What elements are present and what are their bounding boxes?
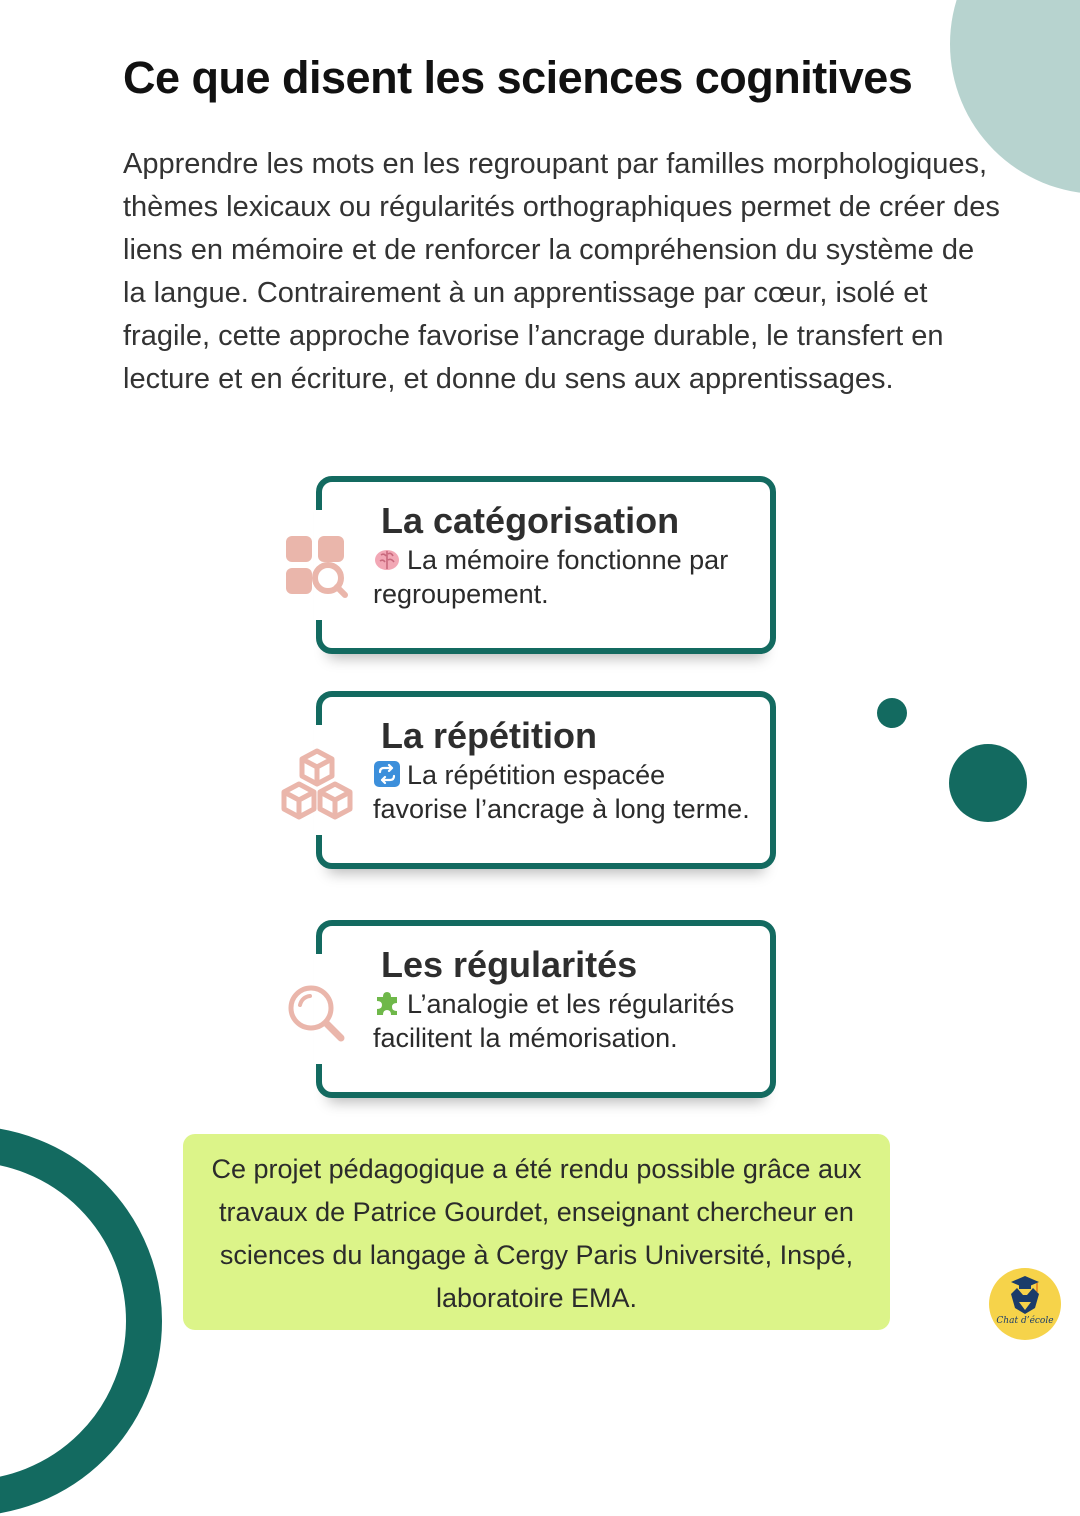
card-text-content: La répétition espacée favorise l’ancrage à long terme. (373, 760, 750, 824)
brain-icon (373, 545, 401, 573)
decorative-dot-small (877, 698, 907, 728)
decorative-arc-bottom-left (0, 1126, 162, 1516)
puzzle-icon (373, 989, 401, 1017)
logo-text: Chat d’école (996, 1316, 1054, 1326)
card-title: La catégorisation (381, 500, 680, 541)
decorative-dot-large (949, 744, 1027, 822)
categories-search-icon (283, 533, 349, 599)
card-categorisation (316, 476, 776, 654)
logo (989, 1268, 1061, 1340)
card-title: Les régularités (381, 944, 638, 985)
card-text (373, 543, 763, 611)
card-text (373, 987, 763, 1055)
page-title: Ce que disent les sciences cognitives (123, 52, 913, 103)
card-regularites (316, 920, 776, 1098)
card-text-content: L’analogie et les régularités facilitent la mémorisation. (373, 989, 735, 1053)
credit-box: Ce projet pédagogique a été rendu possible grâce aux travaux de Patrice Gourdet, enseignant chercheur en sciences du langage à Cergy Paris Université, Inspé, laboratoire EMA. (183, 1134, 890, 1330)
repeat-icon (373, 760, 401, 788)
cubes-icon (280, 748, 354, 820)
intro-paragraph: Apprendre les mots en les regroupant par familles morphologiques, thèmes lexicaux ou régularités orthographiques permet de créer des liens en mémoire et de renforcer la compréhension du système de la langue. Contrairement à un apprentissage par cœur, isolé et fragile, cette approche favorise l’ancrage durable, le transfert en lecture et en écriture, et donne du sens aux apprentissages. (123, 148, 1000, 395)
card-title: La répétition (381, 715, 598, 756)
fox-graduation-icon (989, 1268, 1061, 1318)
card-repetition (316, 691, 776, 869)
card-text (373, 758, 763, 826)
card-text-content: La mémoire fonctionne par regroupement. (373, 545, 729, 609)
magnifier-icon (286, 983, 346, 1043)
